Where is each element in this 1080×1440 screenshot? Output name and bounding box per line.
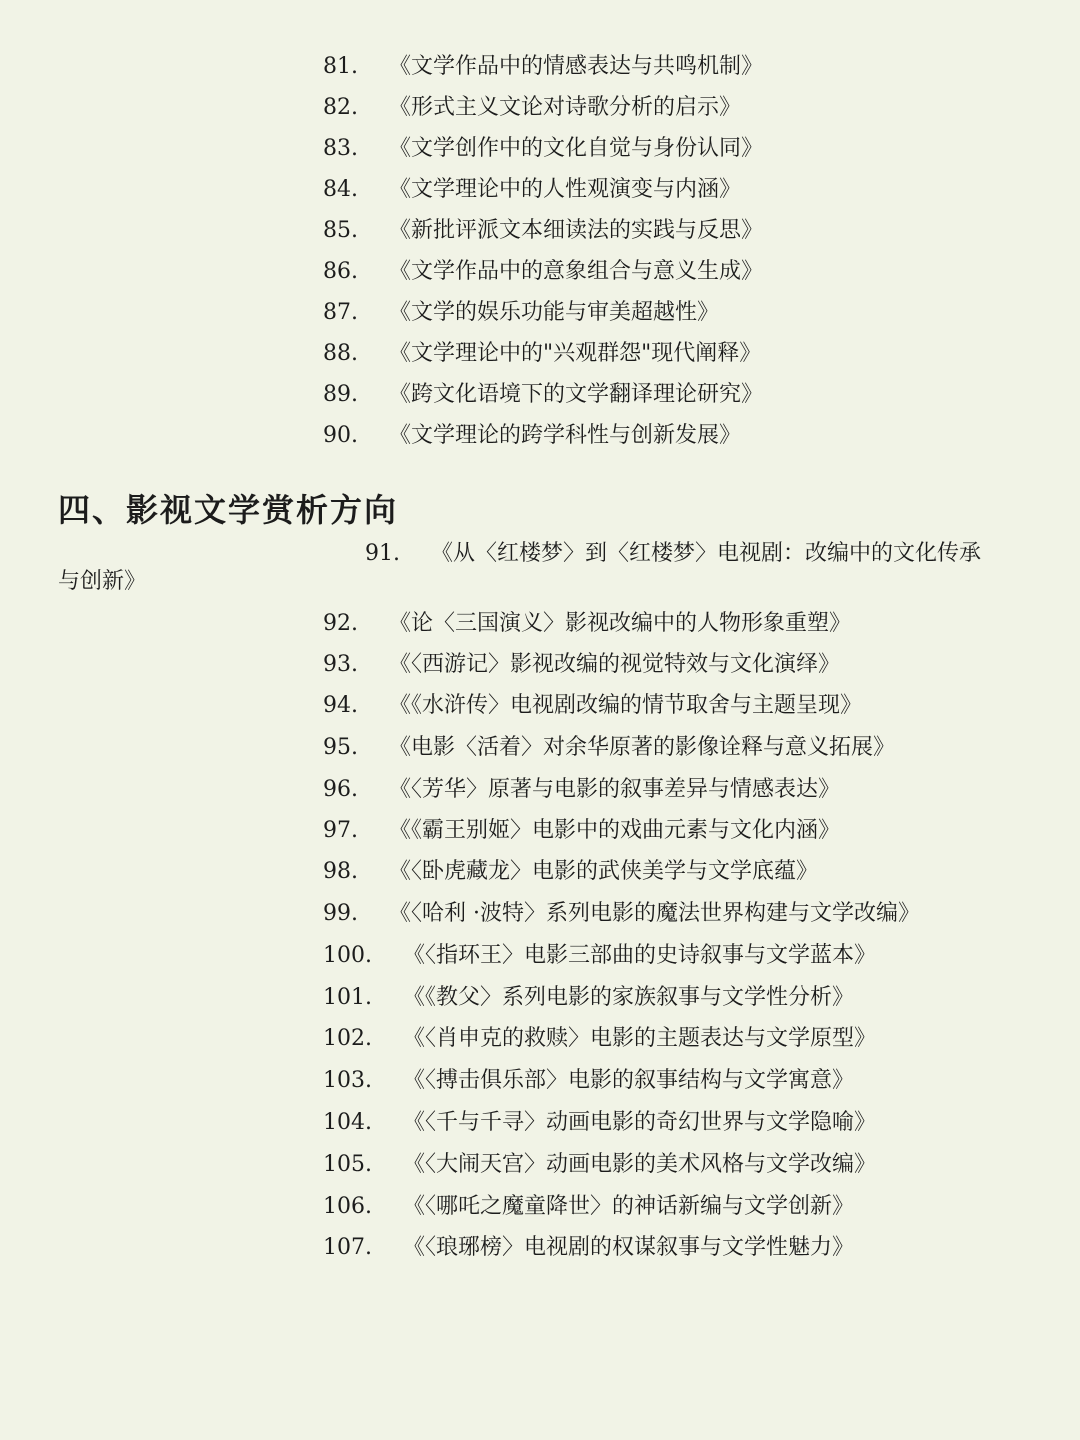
item-title: 《跨文化语境下的文学翻译理论研究》: [389, 382, 764, 407]
item-number: 93.: [323, 652, 358, 677]
list-item: [323, 378, 763, 412]
item-title: 《《霸王别姬〉电影中的戏曲元素与文化内涵》: [389, 818, 841, 843]
item-title: 《文学作品中的意象组合与意义生成》: [389, 259, 764, 284]
list-item: [323, 214, 763, 248]
item-title: 《〈搏击俱乐部〉电影的叙事结构与文学寓意》: [403, 1068, 855, 1093]
item-title: 《〈琅琊榜〉电视剧的权谋叙事与文学性魅力》: [403, 1235, 855, 1260]
list-item: [323, 897, 920, 931]
item-title: 《文学理论中的"兴观群怨"现代阐释》: [389, 341, 762, 366]
item-number: 97.: [323, 818, 358, 843]
item-number: 84.: [323, 177, 358, 202]
item-number: 82.: [323, 95, 358, 120]
item-number: 103.: [323, 1068, 372, 1093]
item-number: 92.: [323, 611, 358, 636]
list-item: [323, 255, 763, 289]
list-item: [323, 337, 761, 371]
list-item: [323, 132, 763, 166]
item-title: 《电影〈活着〉对余华原著的影像诠释与意义拓展》: [389, 735, 896, 760]
item-title: 《〈芳华〉原著与电影的叙事差异与情感表达》: [389, 777, 841, 802]
item-title: 《论〈三国演义〉影视改编中的人物形象重塑》: [389, 611, 852, 636]
list-item: [323, 855, 818, 889]
item-title: 《形式主义文论对诗歌分析的启示》: [389, 95, 742, 120]
item-number: 101.: [323, 985, 372, 1010]
list-item: [323, 1231, 854, 1265]
list-item: [323, 1148, 876, 1182]
item-title: 《〈西游记〉影视改编的视觉特效与文化演绎》: [389, 652, 841, 677]
list-item: [323, 91, 741, 125]
item-title-continuation: 与创新》: [58, 569, 147, 594]
list-item: [323, 173, 741, 207]
item-number: 91.: [365, 541, 400, 566]
list-item: [323, 607, 851, 641]
item-title: 《〈指环王〉电影三部曲的史诗叙事与文学蓝本》: [403, 943, 877, 968]
item-number: 87.: [323, 300, 358, 325]
list-item: [323, 50, 763, 84]
list-item: [323, 1064, 854, 1098]
item-title: 《《水浒传〉电视剧改编的情节取舍与主题呈现》: [389, 693, 863, 718]
item-title: 《〈卧虎藏龙〉电影的武侠美学与文学底蕴》: [389, 859, 819, 884]
item-title: 《〈千与千寻〉动画电影的奇幻世界与文学隐喻》: [403, 1110, 877, 1135]
list-item: [323, 773, 840, 807]
list-item: [323, 648, 840, 682]
item-title: 《《教父〉系列电影的家族叙事与文学性分析》: [403, 985, 855, 1010]
list-item: [323, 419, 741, 453]
item-number: 102.: [323, 1026, 372, 1051]
item-title: 《〈哈利 ·波特〉系列电影的魔法世界构建与文学改编》: [389, 901, 920, 926]
list-item: [323, 1106, 876, 1140]
item-number: 85.: [323, 218, 358, 243]
item-title: 《〈哪吒之魔童降世〉的神话新编与文学创新》: [403, 1194, 855, 1219]
list-item: [323, 1190, 854, 1224]
list-item: [323, 981, 854, 1015]
item-number: 89.: [323, 382, 358, 407]
item-number: 95.: [323, 735, 358, 760]
item-title: 《文学理论中的人性观演变与内涵》: [389, 177, 742, 202]
item-number: 86.: [323, 259, 358, 284]
item-title: 《从〈红楼梦〉到〈红楼梦〉电视剧：改编中的文化传承: [431, 541, 982, 566]
item-number: 88.: [323, 341, 358, 366]
section-heading: 四、影视文学赏析方向: [58, 491, 399, 529]
item-title: 《文学创作中的文化自觉与身份认同》: [389, 136, 764, 161]
item-number: 107.: [323, 1235, 372, 1260]
item-title: 《文学理论的跨学科性与创新发展》: [389, 423, 742, 448]
item-number: 90.: [323, 423, 358, 448]
item-number: 81.: [323, 54, 358, 79]
list-item: [323, 689, 862, 723]
item-title: 《新批评派文本细读法的实践与反思》: [389, 218, 764, 243]
item-number: 105.: [323, 1152, 372, 1177]
item-title: 《文学作品中的情感表达与共鸣机制》: [389, 54, 764, 79]
item-number: 96.: [323, 777, 358, 802]
item-title: 《〈肖申克的救赎〉电影的主题表达与文学原型》: [403, 1026, 877, 1051]
item-number: 106.: [323, 1194, 372, 1219]
list-item: [323, 814, 840, 848]
item-number: 100.: [323, 943, 372, 968]
item-number: 83.: [323, 136, 358, 161]
item-number: 94.: [323, 693, 358, 718]
item-number: 104.: [323, 1110, 372, 1135]
item-title: 《文学的娱乐功能与审美超越性》: [389, 300, 720, 325]
list-item: [365, 537, 981, 571]
list-item: [323, 296, 719, 330]
item-title: 《〈大闹天宫〉动画电影的美术风格与文学改编》: [403, 1152, 877, 1177]
list-item: [323, 939, 876, 973]
list-item: [323, 731, 895, 765]
item-number: 98.: [323, 859, 358, 884]
item-number: 99.: [323, 901, 358, 926]
list-item: [323, 1022, 876, 1056]
